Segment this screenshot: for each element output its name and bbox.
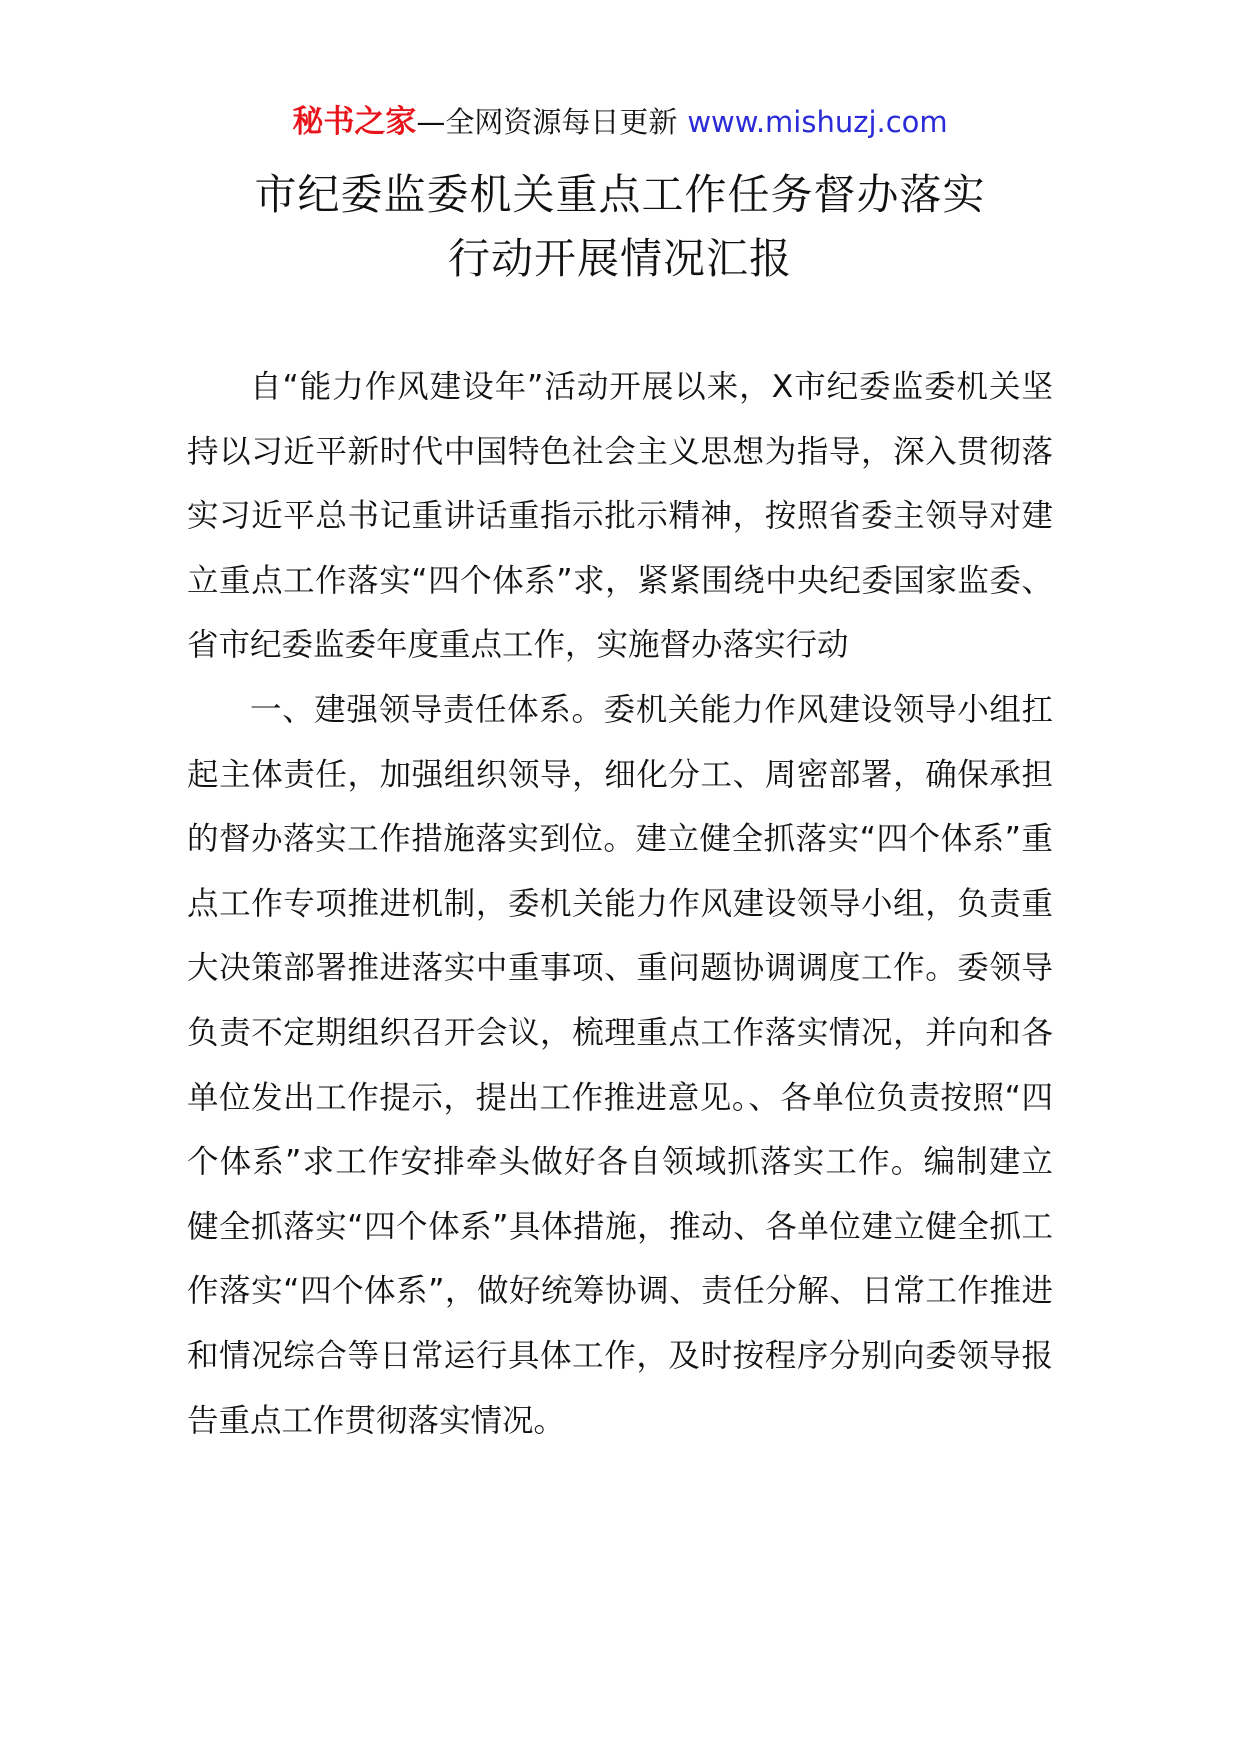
site-slogan: 全网资源每日更新 <box>445 105 678 139</box>
site-url-link[interactable]: www.mishuzj.com <box>687 105 948 139</box>
paragraph-section-1: 一、建强领导责任体系。委机关能力作风建设领导小组扛起主体责任，加强组织领导，细化分工、周密部署，确保承担的督办落实工作措施落实到位。建立健全抓落实“四个体系”重点工作专项推进机制，委机关能力作风建设领导小组，负责重大决策部署推进落实中重事项、重问题协调调度工作。委领导负责不定期组织召开会议，梳理重点工作落实情况，并向和各单位发出工作提示，提出工作推进意见。、各单位负责按照“四个体系”求工作安排牵头做好各自领域抓落实工作。编制建立健全抓落实“四个体系”具体措施，推动、各单位建立健全抓工作落实“四个体系”，做好统筹协调、责任分解、日常工作推进和情况综合等日常运行具体工作，及时按程序分别向委领导报告重点工作贯彻落实情况。 <box>187 691 1053 1439</box>
document-body <box>187 355 1053 1453</box>
header-separator: — <box>416 105 446 139</box>
title-line-2: 行动开展情况汇报 <box>447 234 792 283</box>
document-title <box>0 163 1240 291</box>
paragraph-intro: 自“能力作风建设年”活动开展以来，X市纪委监委机关坚持以习近平新时代中国特色社会主义思想为指导，深入贯彻落实习近平总书记重讲话重指示批示精神，按照省委主领导对建立重点工作落实“四个体系”求，紧紧围绕中央纪委国家监委、省市纪委监委年度重点工作，实施督办落实行动 <box>187 369 1053 664</box>
site-name: 秘书之家 <box>292 104 417 140</box>
site-header <box>0 100 1240 144</box>
title-line-1: 市纪委监委机关重点工作任务督办落实 <box>254 170 986 219</box>
